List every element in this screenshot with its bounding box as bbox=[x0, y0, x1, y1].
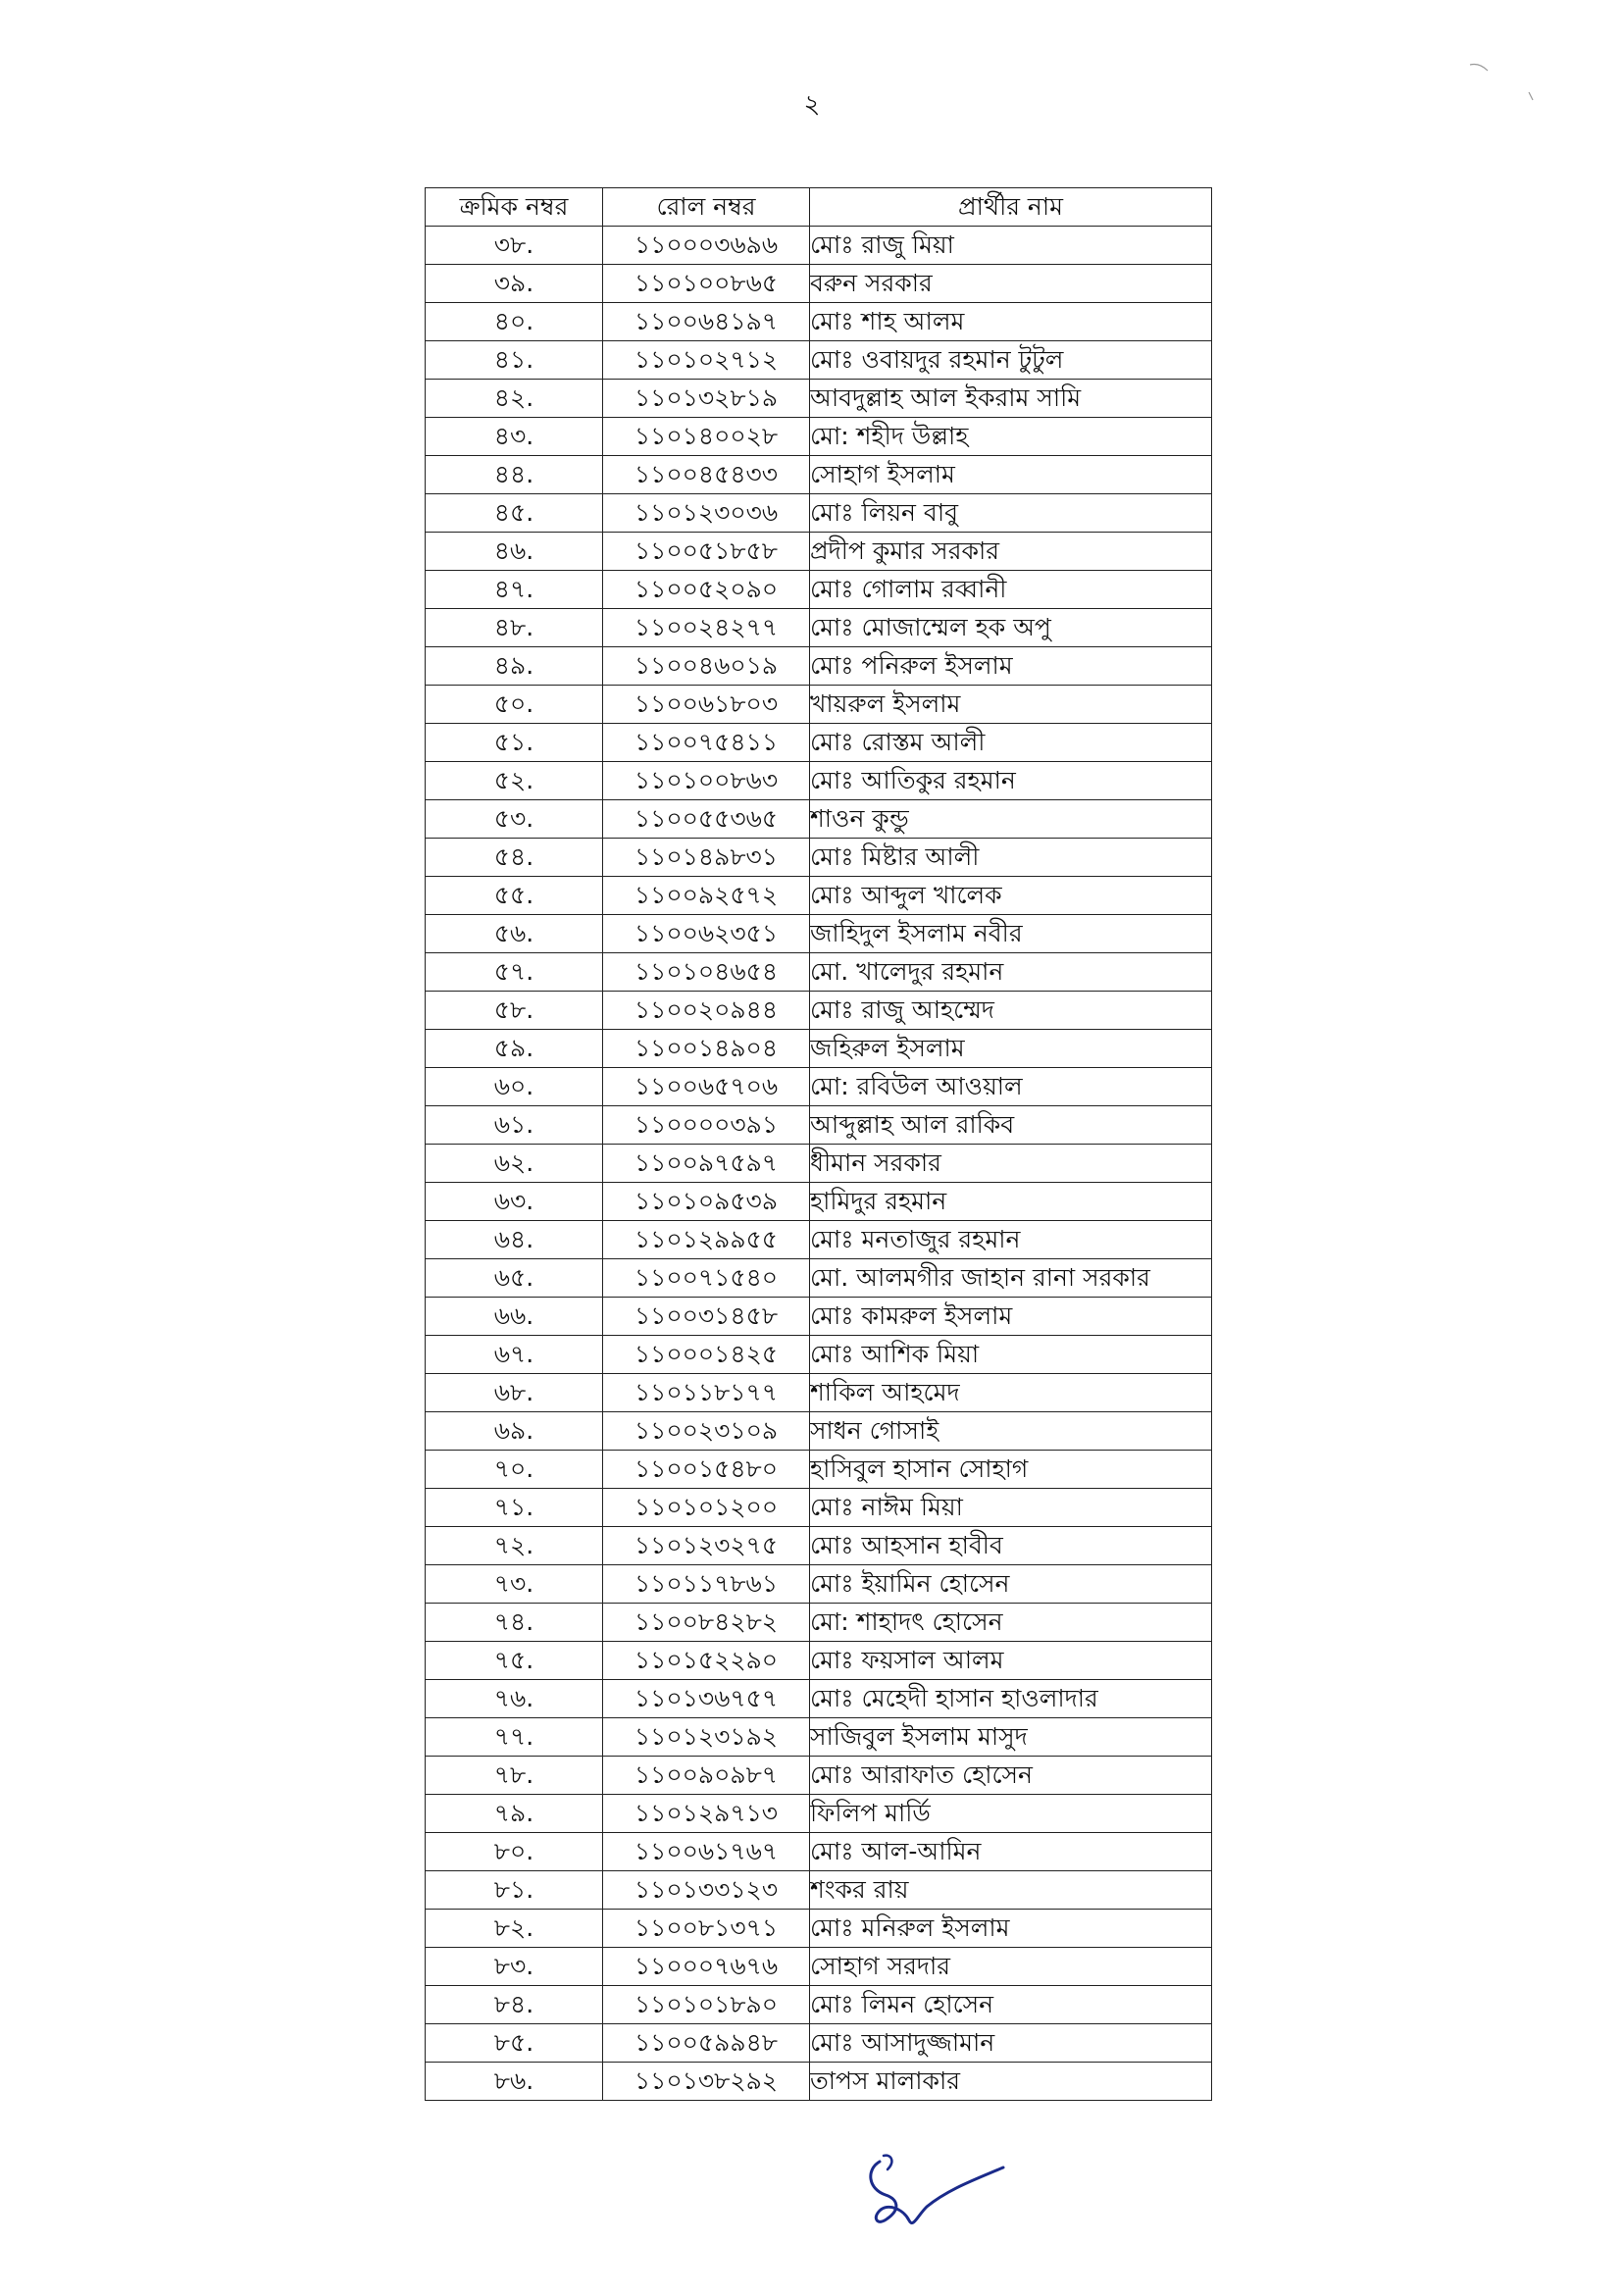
roll-cell: ১১০১০০৮৬৩ bbox=[603, 762, 810, 800]
table-row bbox=[426, 494, 1212, 533]
table-row bbox=[426, 1374, 1212, 1412]
serial-cell: ৫৪. bbox=[426, 839, 603, 877]
table-row bbox=[426, 2024, 1212, 2063]
roll-cell: ১১০০৯২৫৭২ bbox=[603, 877, 810, 915]
name-cell: মোঃ আশিক মিয়া bbox=[810, 1336, 1212, 1374]
name-cell: মোঃ মেহেদী হাসান হাওলাদার bbox=[810, 1680, 1212, 1718]
serial-cell: ৬১. bbox=[426, 1106, 603, 1145]
table-row bbox=[426, 1757, 1212, 1795]
serial-cell: ৮০. bbox=[426, 1833, 603, 1871]
roll-cell: ১১০০২৩১০৯ bbox=[603, 1412, 810, 1451]
name-cell: সাজিবুল ইসলাম মাসুদ bbox=[810, 1718, 1212, 1757]
roll-cell: ১১০১০০৮৬৫ bbox=[603, 265, 810, 303]
header-name: প্রার্থীর নাম bbox=[810, 188, 1212, 227]
roll-cell: ১১০০৮৪২৮২ bbox=[603, 1604, 810, 1642]
serial-cell: ৪১. bbox=[426, 341, 603, 380]
roll-cell: ১১০১২৯৭১৩ bbox=[603, 1795, 810, 1833]
roll-cell: ১১০১২৩২৭৫ bbox=[603, 1527, 810, 1565]
table-row bbox=[426, 533, 1212, 571]
roll-cell: ১১০০৬১৭৬৭ bbox=[603, 1833, 810, 1871]
roll-cell: ১১০০০৭৬৭৬ bbox=[603, 1948, 810, 1986]
scan-artifact-mark bbox=[1466, 57, 1545, 106]
serial-cell: ৮১. bbox=[426, 1871, 603, 1910]
roll-cell: ১১০১২৯৯৫৫ bbox=[603, 1221, 810, 1259]
serial-cell: ৬২. bbox=[426, 1145, 603, 1183]
roll-cell: ১১০১২৩১৯২ bbox=[603, 1718, 810, 1757]
serial-cell: ৬৬. bbox=[426, 1298, 603, 1336]
serial-cell: ৭৩. bbox=[426, 1565, 603, 1604]
serial-cell: ৭২. bbox=[426, 1527, 603, 1565]
serial-cell: ৬৫. bbox=[426, 1259, 603, 1298]
roll-cell: ১১০১৫২২৯০ bbox=[603, 1642, 810, 1680]
roll-cell: ১১০১০২৭১২ bbox=[603, 341, 810, 380]
roll-cell: ১১০১০১৮৯০ bbox=[603, 1986, 810, 2024]
roll-cell: ১১০০২০৯৪৪ bbox=[603, 992, 810, 1030]
roll-cell: ১১০১০৪৬৫৪ bbox=[603, 953, 810, 992]
serial-cell: ৬৩. bbox=[426, 1183, 603, 1221]
table-row bbox=[426, 1948, 1212, 1986]
name-cell: মোঃ গোলাম রব্বানী bbox=[810, 571, 1212, 609]
page-number: ২ bbox=[803, 90, 821, 120]
serial-cell: ৫৩. bbox=[426, 800, 603, 839]
signature-mark bbox=[858, 2150, 1015, 2238]
table-row bbox=[426, 1833, 1212, 1871]
serial-cell: ৬৮. bbox=[426, 1374, 603, 1412]
header-roll: রোল নম্বর bbox=[603, 188, 810, 227]
table-row bbox=[426, 1489, 1212, 1527]
table-body bbox=[426, 227, 1212, 2101]
serial-cell: ৪৪. bbox=[426, 456, 603, 494]
roll-cell: ১১০০৭১৫৪০ bbox=[603, 1259, 810, 1298]
table-row bbox=[426, 1604, 1212, 1642]
name-cell: মো. খালেদুর রহমান bbox=[810, 953, 1212, 992]
roll-cell: ১১০০৫২০৯০ bbox=[603, 571, 810, 609]
table-row bbox=[426, 265, 1212, 303]
serial-cell: ৬৯. bbox=[426, 1412, 603, 1451]
serial-cell: ৮৪. bbox=[426, 1986, 603, 2024]
serial-cell: ৮২. bbox=[426, 1910, 603, 1948]
table-row bbox=[426, 1106, 1212, 1145]
serial-cell: ৭৭. bbox=[426, 1718, 603, 1757]
table-row bbox=[426, 1145, 1212, 1183]
table-row bbox=[426, 1259, 1212, 1298]
table-row bbox=[426, 839, 1212, 877]
roll-cell: ১১০১১৭৮৬১ bbox=[603, 1565, 810, 1604]
serial-cell: ৭৬. bbox=[426, 1680, 603, 1718]
table-row bbox=[426, 380, 1212, 418]
serial-cell: ৭৯. bbox=[426, 1795, 603, 1833]
name-cell: মোঃ কামরুল ইসলাম bbox=[810, 1298, 1212, 1336]
name-cell: মোঃ নাঈম মিয়া bbox=[810, 1489, 1212, 1527]
table-row bbox=[426, 1986, 1212, 2024]
name-cell: মোঃ ইয়ামিন হোসেন bbox=[810, 1565, 1212, 1604]
roll-cell: ১১০১০১২০০ bbox=[603, 1489, 810, 1527]
table-row bbox=[426, 1527, 1212, 1565]
table-row bbox=[426, 1871, 1212, 1910]
table-row bbox=[426, 1298, 1212, 1336]
serial-cell: ৪০. bbox=[426, 303, 603, 341]
serial-cell: ৪৬. bbox=[426, 533, 603, 571]
name-cell: মোঃ রাজু মিয়া bbox=[810, 227, 1212, 265]
serial-cell: ৬০. bbox=[426, 1068, 603, 1106]
name-cell: মোঃ পনিরুল ইসলাম bbox=[810, 647, 1212, 686]
serial-cell: ৮৫. bbox=[426, 2024, 603, 2063]
roll-cell: ১১০০৭৫৪১১ bbox=[603, 724, 810, 762]
serial-cell: ৪৭. bbox=[426, 571, 603, 609]
header-serial: ক্রমিক নম্বর bbox=[426, 188, 603, 227]
name-cell: আব্দুল্লাহ আল রাকিব bbox=[810, 1106, 1212, 1145]
roll-cell: ১১০০৫১৮৫৮ bbox=[603, 533, 810, 571]
table-row bbox=[426, 686, 1212, 724]
serial-cell: ৪৩. bbox=[426, 418, 603, 456]
table-row bbox=[426, 647, 1212, 686]
name-cell: মোঃ আহসান হাবীব bbox=[810, 1527, 1212, 1565]
name-cell: মোঃ আব্দুল খালেক bbox=[810, 877, 1212, 915]
table-row bbox=[426, 992, 1212, 1030]
table-row bbox=[426, 227, 1212, 265]
serial-cell: ৪২. bbox=[426, 380, 603, 418]
table-row bbox=[426, 1183, 1212, 1221]
name-cell: তাপস মালাকার bbox=[810, 2063, 1212, 2101]
roll-cell: ১১০০১৪৯০৪ bbox=[603, 1030, 810, 1068]
serial-cell: ৫৫. bbox=[426, 877, 603, 915]
name-cell: মোঃ রাজু আহম্মেদ bbox=[810, 992, 1212, 1030]
name-cell: হাসিবুল হাসান সোহাগ bbox=[810, 1451, 1212, 1489]
table-row bbox=[426, 1910, 1212, 1948]
table-row bbox=[426, 800, 1212, 839]
name-cell: মো: শাহাদৎ হোসেন bbox=[810, 1604, 1212, 1642]
table-row bbox=[426, 571, 1212, 609]
roll-cell: ১১০১৩৩১২৩ bbox=[603, 1871, 810, 1910]
name-cell: আবদুল্লাহ আল ইকরাম সামি bbox=[810, 380, 1212, 418]
roll-cell: ১১০১০৯৫৩৯ bbox=[603, 1183, 810, 1221]
roll-cell: ১১০০৯৭৫৯৭ bbox=[603, 1145, 810, 1183]
table-row bbox=[426, 609, 1212, 647]
name-cell: শংকর রায় bbox=[810, 1871, 1212, 1910]
serial-cell: ৭০. bbox=[426, 1451, 603, 1489]
serial-cell: ৫৬. bbox=[426, 915, 603, 953]
name-cell: মো: শহীদ উল্লাহ bbox=[810, 418, 1212, 456]
name-cell: প্রদীপ কুমার সরকার bbox=[810, 533, 1212, 571]
name-cell: মোঃ লিমন হোসেন bbox=[810, 1986, 1212, 2024]
name-cell: জহিরুল ইসলাম bbox=[810, 1030, 1212, 1068]
name-cell: মোঃ আসাদুজ্জামান bbox=[810, 2024, 1212, 2063]
name-cell: মোঃ আতিকুর রহমান bbox=[810, 762, 1212, 800]
serial-cell: ৪৯. bbox=[426, 647, 603, 686]
serial-cell: ৫৭. bbox=[426, 953, 603, 992]
name-cell: সাধন গোসাই bbox=[810, 1412, 1212, 1451]
name-cell: মোঃ মিষ্টার আলী bbox=[810, 839, 1212, 877]
roll-cell: ১১০০২৪২৭৭ bbox=[603, 609, 810, 647]
roll-cell: ১১০০০১৪২৫ bbox=[603, 1336, 810, 1374]
name-cell: মোঃ আল-আমিন bbox=[810, 1833, 1212, 1871]
roll-cell: ১১০০৯০৯৮৭ bbox=[603, 1757, 810, 1795]
name-cell: মোঃ ফয়সাল আলম bbox=[810, 1642, 1212, 1680]
name-cell: মোঃ মোজাম্মেল হক অপু bbox=[810, 609, 1212, 647]
serial-cell: ৫১. bbox=[426, 724, 603, 762]
roll-cell: ১১০০০৩৬৯৬ bbox=[603, 227, 810, 265]
name-cell: মোঃ মনিরুল ইসলাম bbox=[810, 1910, 1212, 1948]
name-cell: মোঃ ওবায়দুর রহমান টুটুল bbox=[810, 341, 1212, 380]
name-cell: খায়রুল ইসলাম bbox=[810, 686, 1212, 724]
table-row bbox=[426, 2063, 1212, 2101]
serial-cell: ৭৫. bbox=[426, 1642, 603, 1680]
roll-cell: ১১০০৩১৪৫৮ bbox=[603, 1298, 810, 1336]
name-cell: সোহাগ ইসলাম bbox=[810, 456, 1212, 494]
serial-cell: ৩৯. bbox=[426, 265, 603, 303]
name-cell: মো: রবিউল আওয়াল bbox=[810, 1068, 1212, 1106]
serial-cell: ৫২. bbox=[426, 762, 603, 800]
roll-cell: ১১০১২৩০৩৬ bbox=[603, 494, 810, 533]
roll-cell: ১১০০৪৫৪৩৩ bbox=[603, 456, 810, 494]
serial-cell: ৬৭. bbox=[426, 1336, 603, 1374]
roll-cell: ১১০০৬২৩৫১ bbox=[603, 915, 810, 953]
table-row bbox=[426, 1221, 1212, 1259]
name-cell: মোঃ মনতাজুর রহমান bbox=[810, 1221, 1212, 1259]
table-row bbox=[426, 1795, 1212, 1833]
name-cell: বরুন সরকার bbox=[810, 265, 1212, 303]
serial-cell: ৮৩. bbox=[426, 1948, 603, 1986]
roll-cell: ১১০০৪৬০১৯ bbox=[603, 647, 810, 686]
table-row bbox=[426, 953, 1212, 992]
table-row bbox=[426, 915, 1212, 953]
name-cell: মো. আলমগীর জাহান রানা সরকার bbox=[810, 1259, 1212, 1298]
serial-cell: ৮৬. bbox=[426, 2063, 603, 2101]
candidate-table bbox=[425, 187, 1212, 2101]
roll-cell: ১১০১৩২৮১৯ bbox=[603, 380, 810, 418]
serial-cell: ৪৮. bbox=[426, 609, 603, 647]
table-row bbox=[426, 877, 1212, 915]
table-row bbox=[426, 1336, 1212, 1374]
serial-cell: ৫৯. bbox=[426, 1030, 603, 1068]
name-cell: মোঃ রোস্তম আলী bbox=[810, 724, 1212, 762]
roll-cell: ১১০১১৮১৭৭ bbox=[603, 1374, 810, 1412]
table-row bbox=[426, 1565, 1212, 1604]
name-cell: ফিলিপ মার্ডি bbox=[810, 1795, 1212, 1833]
serial-cell: ৫০. bbox=[426, 686, 603, 724]
serial-cell: ৭১. bbox=[426, 1489, 603, 1527]
roll-cell: ১১০০৫৫৩৬৫ bbox=[603, 800, 810, 839]
table-row bbox=[426, 1412, 1212, 1451]
name-cell: শাওন কুন্ডু bbox=[810, 800, 1212, 839]
serial-cell: ৭৪. bbox=[426, 1604, 603, 1642]
table-row bbox=[426, 1030, 1212, 1068]
name-cell: মোঃ শাহ আলম bbox=[810, 303, 1212, 341]
roll-cell: ১১০০০০৩৯১ bbox=[603, 1106, 810, 1145]
name-cell: ধীমান সরকার bbox=[810, 1145, 1212, 1183]
roll-cell: ১১০১৪০০২৮ bbox=[603, 418, 810, 456]
table-row bbox=[426, 724, 1212, 762]
name-cell: মোঃ লিয়ন বাবু bbox=[810, 494, 1212, 533]
name-cell: হামিদুর রহমান bbox=[810, 1183, 1212, 1221]
table-row bbox=[426, 303, 1212, 341]
serial-cell: ৩৮. bbox=[426, 227, 603, 265]
table-row bbox=[426, 1642, 1212, 1680]
roll-cell: ১১০১৩৮২৯২ bbox=[603, 2063, 810, 2101]
roll-cell: ১১০০৬১৮০৩ bbox=[603, 686, 810, 724]
roll-cell: ১১০০১৫৪৮০ bbox=[603, 1451, 810, 1489]
name-cell: মোঃ আরাফাত হোসেন bbox=[810, 1757, 1212, 1795]
roll-cell: ১১০০৮১৩৭১ bbox=[603, 1910, 810, 1948]
table-row bbox=[426, 1680, 1212, 1718]
roll-cell: ১১০১৩৬৭৫৭ bbox=[603, 1680, 810, 1718]
name-cell: সোহাগ সরদার bbox=[810, 1948, 1212, 1986]
roll-cell: ১১০১৪৯৮৩১ bbox=[603, 839, 810, 877]
table-header-row bbox=[426, 188, 1212, 227]
table-row bbox=[426, 341, 1212, 380]
table-row bbox=[426, 1718, 1212, 1757]
roll-cell: ১১০০৬৫৭০৬ bbox=[603, 1068, 810, 1106]
name-cell: জাহিদুল ইসলাম নবীর bbox=[810, 915, 1212, 953]
serial-cell: ৫৮. bbox=[426, 992, 603, 1030]
serial-cell: ৪৫. bbox=[426, 494, 603, 533]
table-row bbox=[426, 456, 1212, 494]
table-row bbox=[426, 1451, 1212, 1489]
table-row bbox=[426, 418, 1212, 456]
serial-cell: ৭৮. bbox=[426, 1757, 603, 1795]
name-cell: শাকিল আহমেদ bbox=[810, 1374, 1212, 1412]
roll-cell: ১১০০৫৯৯৪৮ bbox=[603, 2024, 810, 2063]
serial-cell: ৬৪. bbox=[426, 1221, 603, 1259]
table-row bbox=[426, 1068, 1212, 1106]
table-row bbox=[426, 762, 1212, 800]
roll-cell: ১১০০৬৪১৯৭ bbox=[603, 303, 810, 341]
